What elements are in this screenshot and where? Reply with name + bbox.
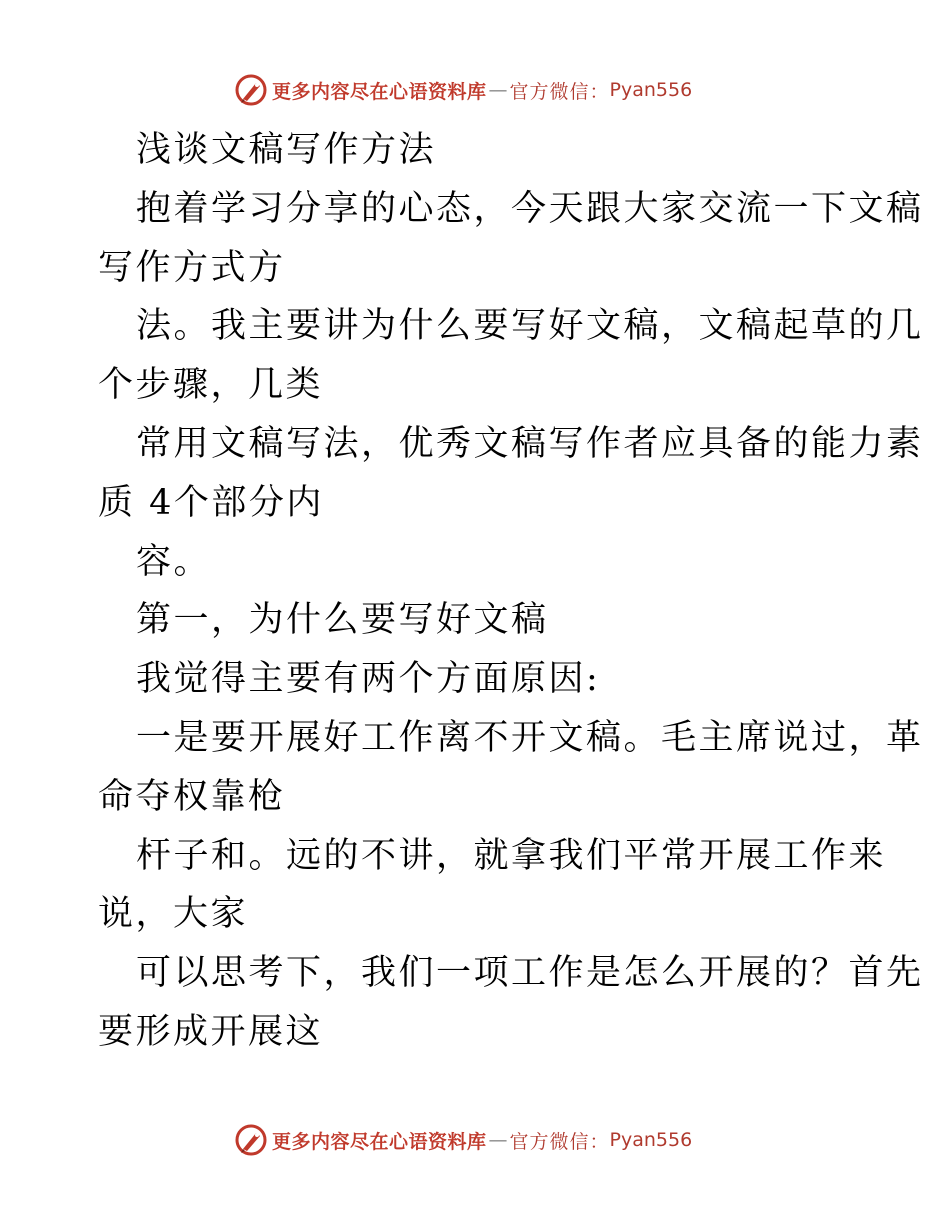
watermark-separator: — <box>488 1129 508 1151</box>
document-body <box>98 121 924 1062</box>
text-line: 常用文稿写法，优秀文稿写作者应具备的能力素 <box>136 423 924 464</box>
text-line: 个步骤，几类 <box>98 365 324 406</box>
text-line: 浅谈文稿写作方法 <box>136 130 437 170</box>
text-line: 质 4个部分内 <box>98 482 324 523</box>
watermark-wechat-label: 官方微信： <box>509 1130 610 1153</box>
pen-logo-icon <box>234 73 268 107</box>
text-line: 说，大家 <box>98 894 249 935</box>
text-line: 我觉得主要有两个方面原因: <box>136 659 601 700</box>
text-line: 第一，为什么要写好文稿 <box>136 600 549 641</box>
pen-logo-icon <box>234 1123 268 1157</box>
watermark-wechat-id: Pyan556 <box>609 1129 693 1151</box>
watermark-wechat-id: Pyan556 <box>609 79 693 101</box>
footer-watermark <box>234 1122 692 1158</box>
text-line: 抱着学习分享的心态，今天跟大家交流一下文稿 <box>136 188 924 229</box>
text-line: 杆子和。远的不讲，就拿我们平常开展工作来 <box>136 835 887 876</box>
text-line: 可以思考下，我们一项工作是怎么开展的？首先 <box>136 953 924 994</box>
text-line: 要形成开展这 <box>98 1011 324 1052</box>
text-line: 命夺权靠枪 <box>98 776 286 817</box>
header-watermark <box>234 72 692 108</box>
watermark-site-text: 更多内容尽在心语资料库 <box>272 80 487 103</box>
watermark-separator: — <box>488 79 508 101</box>
watermark-site-text: 更多内容尽在心语资料库 <box>272 1130 487 1153</box>
text-line: 写作方式方 <box>98 247 286 288</box>
text-line: 容。 <box>136 541 212 582</box>
text-line: 法。我主要讲为什么要写好文稿，文稿起草的几 <box>136 306 924 347</box>
watermark-wechat-label: 官方微信： <box>509 80 610 103</box>
text-line: 一是要开展好工作离不开文稿。毛主席说过，革 <box>136 717 924 758</box>
